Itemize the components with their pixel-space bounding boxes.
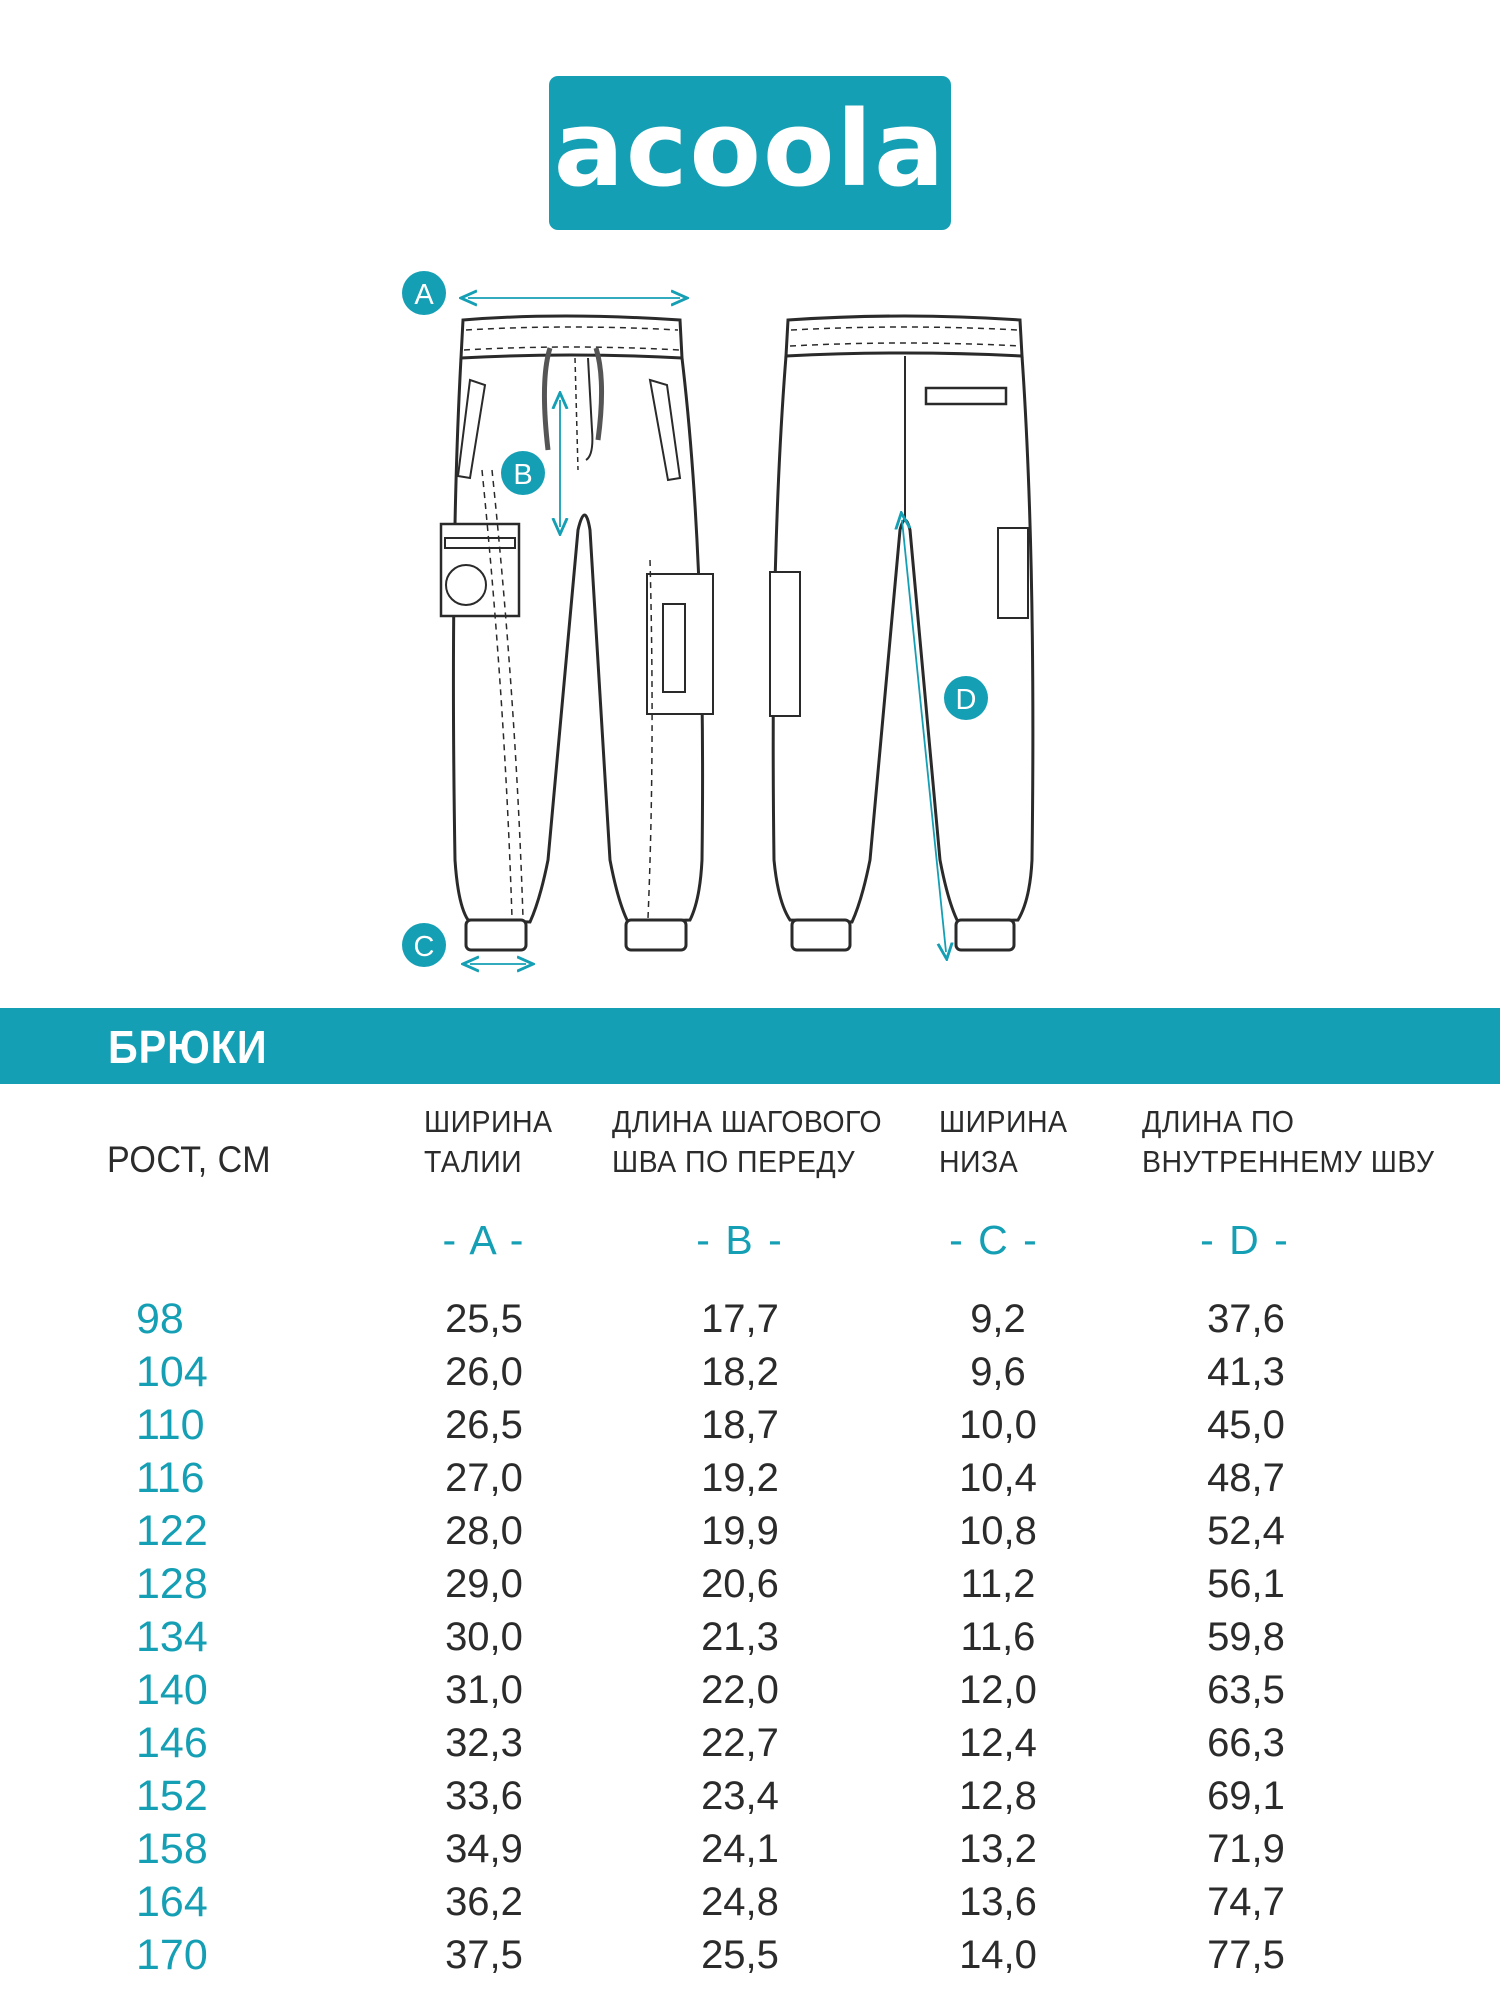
waist-cell: 26,5 bbox=[445, 1403, 523, 1447]
rise-cell: 18,2 bbox=[701, 1350, 779, 1394]
inseam-cell: 71,9 bbox=[1207, 1827, 1285, 1871]
table-row bbox=[0, 1664, 1500, 1717]
waist-cell: 36,2 bbox=[445, 1880, 523, 1924]
column-letter-c: - C - bbox=[949, 1217, 1039, 1263]
rise-cell: 18,7 bbox=[701, 1403, 779, 1447]
table-row bbox=[0, 1452, 1500, 1505]
inseam-cell: 59,8 bbox=[1207, 1615, 1285, 1659]
header-waist-width-line1: ШИРИНА bbox=[424, 1104, 553, 1139]
hem-cell: 13,6 bbox=[959, 1880, 1037, 1924]
inseam-cell: 37,6 bbox=[1207, 1297, 1285, 1341]
marker-c bbox=[402, 923, 446, 967]
waist-cell: 32,3 bbox=[445, 1721, 523, 1765]
waist-cell: 28,0 bbox=[445, 1509, 523, 1553]
hem-cell: 11,6 bbox=[960, 1615, 1036, 1659]
inseam-cell: 41,3 bbox=[1207, 1350, 1285, 1394]
hem-cell: 12,8 bbox=[959, 1774, 1037, 1818]
header-hem-width-line2: НИЗА bbox=[939, 1144, 1019, 1179]
header-inseam-line2: ВНУТРЕННЕМУ ШВУ bbox=[1142, 1144, 1435, 1179]
rise-cell: 23,4 bbox=[701, 1774, 779, 1818]
header-front-rise bbox=[612, 1102, 882, 1182]
table-row bbox=[0, 1399, 1500, 1452]
hem-cell: 9,2 bbox=[970, 1297, 1026, 1341]
hem-cell: 9,6 bbox=[970, 1350, 1026, 1394]
section-title: БРЮКИ bbox=[108, 1021, 268, 1073]
table-row bbox=[0, 1611, 1500, 1664]
table-row bbox=[0, 1823, 1500, 1876]
table-row bbox=[0, 1929, 1500, 1982]
size-cell: 146 bbox=[136, 1719, 208, 1767]
waist-cell: 31,0 bbox=[445, 1668, 523, 1712]
table-row bbox=[0, 1346, 1500, 1399]
rise-cell: 21,3 bbox=[701, 1615, 779, 1659]
table-row bbox=[0, 1505, 1500, 1558]
header-waist-width-line2: ТАЛИИ bbox=[424, 1144, 523, 1179]
table-row bbox=[0, 1717, 1500, 1770]
rise-cell: 20,6 bbox=[701, 1562, 779, 1606]
front-view bbox=[441, 316, 713, 950]
inseam-cell: 48,7 bbox=[1207, 1456, 1285, 1500]
size-cell: 110 bbox=[136, 1401, 205, 1449]
waist-cell: 37,5 bbox=[445, 1933, 523, 1977]
inseam-cell: 69,1 bbox=[1207, 1774, 1285, 1818]
inseam-cell: 52,4 bbox=[1207, 1509, 1285, 1553]
marker-b bbox=[501, 451, 545, 495]
waist-cell: 30,0 bbox=[445, 1615, 523, 1659]
rise-cell: 19,2 bbox=[701, 1456, 779, 1500]
header-waist-width bbox=[424, 1102, 553, 1182]
column-letter-d: - D - bbox=[1200, 1217, 1290, 1263]
rise-cell: 19,9 bbox=[701, 1509, 779, 1553]
inseam-cell: 66,3 bbox=[1207, 1721, 1285, 1765]
size-cell: 170 bbox=[136, 1931, 208, 1979]
svg-text:A: A bbox=[414, 279, 434, 311]
rise-cell: 22,0 bbox=[701, 1668, 779, 1712]
header-inseam bbox=[1142, 1102, 1434, 1182]
svg-text:D: D bbox=[955, 684, 977, 716]
table-row bbox=[0, 1293, 1500, 1346]
hem-cell: 10,8 bbox=[959, 1509, 1037, 1553]
size-cell: 158 bbox=[136, 1825, 208, 1873]
marker-d bbox=[944, 676, 988, 720]
inseam-cell: 63,5 bbox=[1207, 1668, 1285, 1712]
hem-cell: 10,0 bbox=[959, 1403, 1037, 1447]
hem-cell: 12,4 bbox=[959, 1721, 1037, 1765]
header-height: РОСТ, СМ bbox=[107, 1139, 272, 1180]
inseam-cell: 77,5 bbox=[1207, 1933, 1285, 1977]
header-front-rise-line2: ШВА ПО ПЕРЕДУ bbox=[612, 1144, 856, 1179]
waist-cell: 29,0 bbox=[445, 1562, 523, 1606]
column-letter-a: - A - bbox=[442, 1217, 526, 1263]
size-cell: 164 bbox=[136, 1878, 208, 1926]
size-cell: 140 bbox=[136, 1666, 208, 1714]
hem-cell: 10,4 bbox=[959, 1456, 1037, 1500]
waist-cell: 34,9 bbox=[445, 1827, 523, 1871]
brand-logo-text: acoola bbox=[553, 88, 947, 210]
rise-cell: 24,8 bbox=[701, 1880, 779, 1924]
size-cell: 116 bbox=[136, 1454, 205, 1502]
table-row bbox=[0, 1770, 1500, 1823]
inseam-cell: 56,1 bbox=[1207, 1562, 1285, 1606]
table-row bbox=[0, 1876, 1500, 1929]
header-front-rise-line1: ДЛИНА ШАГОВОГО bbox=[612, 1104, 882, 1139]
header-hem-width bbox=[939, 1102, 1068, 1182]
rise-cell: 17,7 bbox=[701, 1297, 779, 1341]
header-inseam-line1: ДЛИНА ПО bbox=[1142, 1104, 1295, 1139]
table-row bbox=[0, 1558, 1500, 1611]
hem-cell: 13,2 bbox=[959, 1827, 1037, 1871]
size-cell: 98 bbox=[136, 1295, 184, 1343]
waist-cell: 25,5 bbox=[445, 1297, 523, 1341]
size-cell: 152 bbox=[136, 1772, 208, 1820]
rise-cell: 24,1 bbox=[701, 1827, 779, 1871]
size-cell: 128 bbox=[136, 1560, 208, 1608]
hem-cell: 14,0 bbox=[959, 1933, 1037, 1977]
inseam-cell: 74,7 bbox=[1207, 1880, 1285, 1924]
hem-cell: 12,0 bbox=[959, 1668, 1037, 1712]
inseam-cell: 45,0 bbox=[1207, 1403, 1285, 1447]
size-cell: 134 bbox=[136, 1613, 208, 1661]
rise-cell: 25,5 bbox=[701, 1933, 779, 1977]
back-view bbox=[770, 316, 1033, 950]
svg-text:B: B bbox=[513, 459, 533, 491]
size-cell: 104 bbox=[136, 1348, 208, 1396]
size-cell: 122 bbox=[136, 1507, 208, 1555]
header-hem-width-line1: ШИРИНА bbox=[939, 1104, 1068, 1139]
waist-cell: 27,0 bbox=[445, 1456, 523, 1500]
svg-text:C: C bbox=[413, 931, 435, 963]
waist-cell: 26,0 bbox=[445, 1350, 523, 1394]
marker-a bbox=[402, 271, 446, 315]
hem-cell: 11,2 bbox=[960, 1562, 1036, 1606]
waist-cell: 33,6 bbox=[445, 1774, 523, 1818]
rise-cell: 22,7 bbox=[701, 1721, 779, 1765]
column-letter-b: - B - bbox=[696, 1217, 784, 1263]
